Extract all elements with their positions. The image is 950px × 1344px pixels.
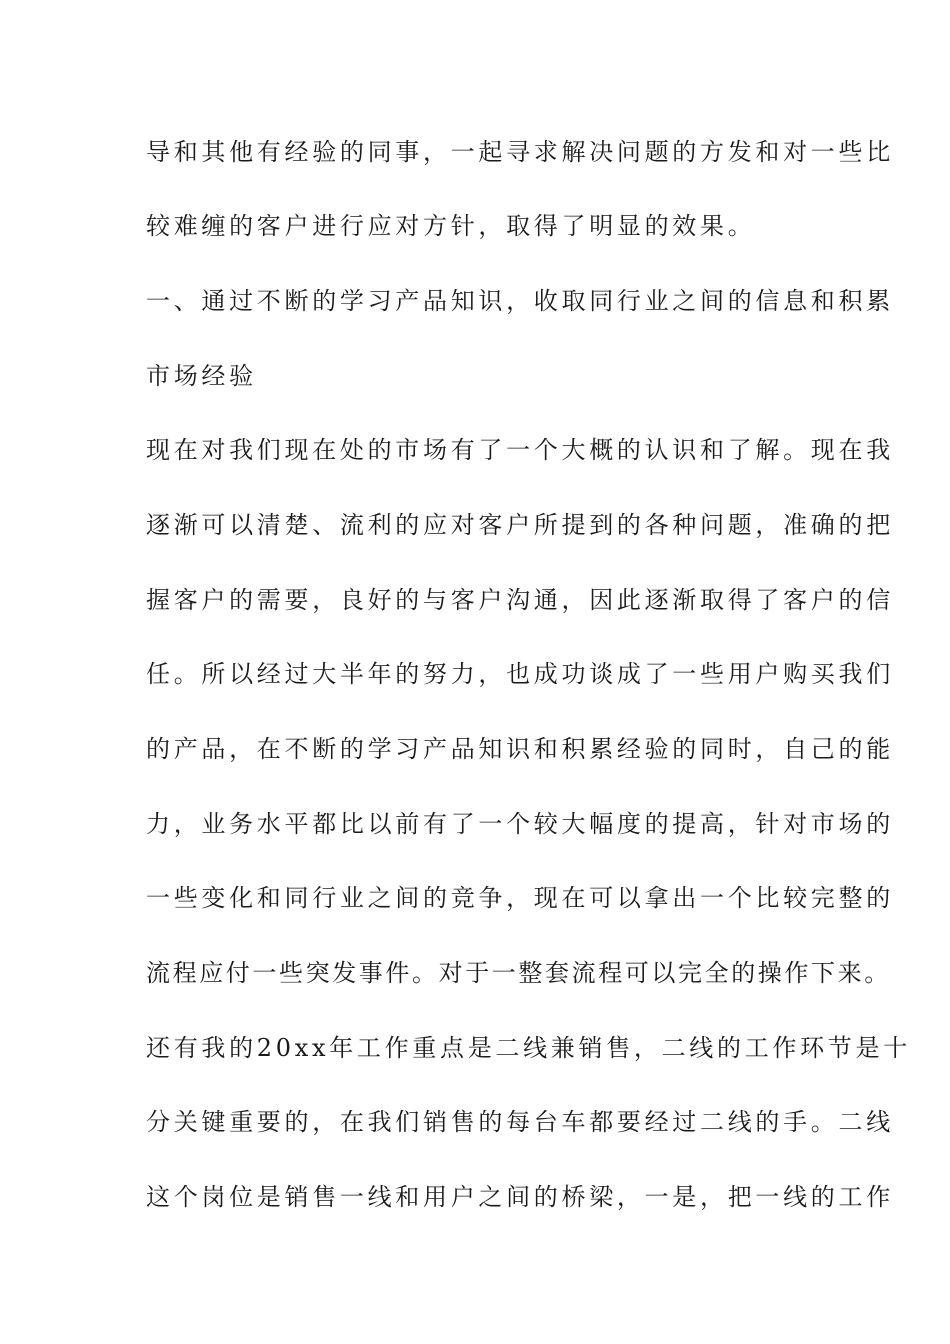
section-heading: 一、通过不断的学习产品知识，收取同行业之间的信息和积累 <box>146 287 894 315</box>
text-line: 现在对我们现在处的市场有了一个大概的认识和了解。现在我 <box>146 436 894 464</box>
text-line: 力，业务水平都比以前有了一个较大幅度的提高，针对市场的 <box>146 810 894 838</box>
text-line: 逐渐可以清楚、流利的应对客户所提到的各种问题，准确的把 <box>146 511 894 539</box>
text-line: 导和其他有经验的同事，一起寻求解决问题的方发和对一些比 <box>146 138 894 166</box>
text-line: 握客户的需要，良好的与客户沟通，因此逐渐取得了客户的信 <box>146 586 894 614</box>
text-line: 还有我的20xx年工作重点是二线兼销售，二线的工作环节是十 <box>146 1034 911 1062</box>
text-line: 这个岗位是销售一线和用户之间的桥梁，一是，把一线的工作 <box>146 1183 894 1211</box>
text-line: 任。所以经过大半年的努力，也成功谈成了一些用户购买我们 <box>146 660 894 688</box>
text-line: 分关键重要的，在我们销售的每台车都要经过二线的手。二线 <box>146 1108 894 1136</box>
text-line: 的产品，在不断的学习产品知识和积累经验的同时，自己的能 <box>146 735 894 763</box>
section-heading-continuation: 市场经验 <box>146 362 257 390</box>
text-line: 一些变化和同行业之间的竞争，现在可以拿出一个比较完整的 <box>146 884 894 912</box>
text-line: 较难缠的客户进行应对方针，取得了明显的效果。 <box>146 212 756 240</box>
text-line: 流程应付一些突发事件。对于一整套流程可以完全的操作下来。 <box>146 959 891 987</box>
